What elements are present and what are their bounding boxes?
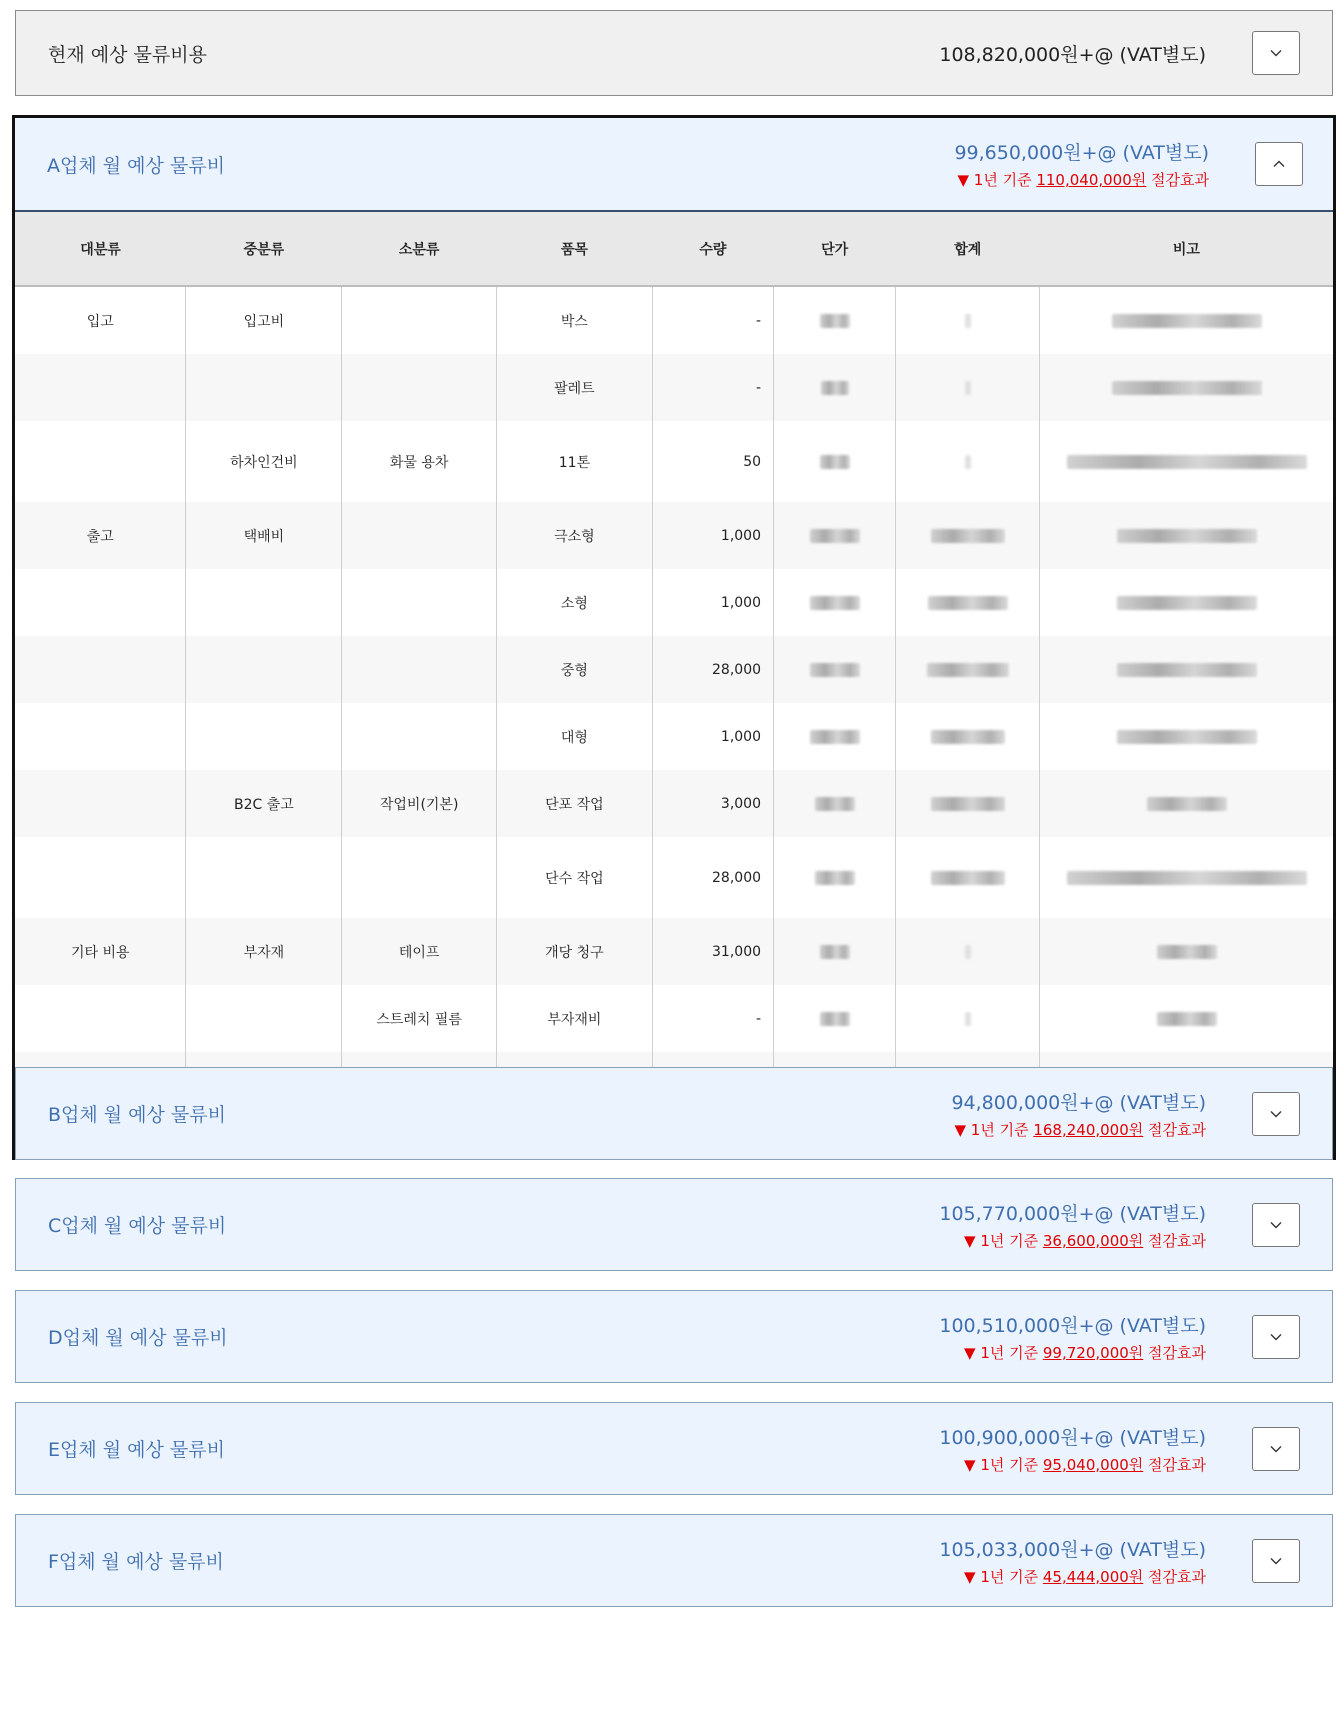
item-cell: 개당 청구 [497,918,653,985]
quantity-cell: 1,000 [652,502,773,569]
current-cost-toggle-button[interactable] [1252,31,1300,75]
vendor-e-toggle-button[interactable] [1252,1427,1300,1471]
vendor-a-title: A업체 월 예상 물류비 [47,154,225,177]
redacted-value [810,730,860,744]
subcategory-cell [186,985,342,1052]
col-header-minor-category: 소분류 [342,212,497,286]
unit-price-cell [774,703,896,770]
col-header-category: 대분류 [15,212,186,286]
table-row [15,636,1333,703]
redacted-value [815,871,855,885]
note-cell [1040,770,1333,837]
vendor-summary [939,1515,1206,1606]
category-cell: 기타 비용 [15,918,186,985]
note-cell [1040,636,1333,703]
redacted-value [1112,381,1262,395]
table-row [15,569,1333,636]
redacted-value [820,455,850,469]
table-header-row [15,212,1333,286]
vendor-price: 94,800,000원+@ (VAT별도) [951,1091,1206,1114]
minor-category-cell: 테이프 [342,918,497,985]
category-cell [15,703,186,770]
redacted-value [931,730,1005,744]
subcategory-cell [186,837,342,918]
table-row [15,286,1333,354]
chevron-down-icon [1269,1330,1283,1344]
vendor-a-price: 99,650,000원+@ (VAT별도) [954,142,1209,164]
col-header-unit-price: 단가 [774,212,896,286]
redacted-value [931,529,1005,543]
item-cell: 단수 작업 [497,837,653,918]
chevron-down-icon [1269,1442,1283,1456]
table-row [15,837,1333,918]
unit-price-cell [774,918,896,985]
saving-prefix: ▼ 1년 기준 [964,1343,1043,1362]
item-cell: 팔레트 [497,354,653,421]
item-cell: 박스 [497,286,653,354]
minor-category-cell: 스트레치 필름 [342,985,497,1052]
vendor-a-panel [12,115,1336,1160]
redacted-value [1067,871,1307,885]
vendor-title: F업체 월 예상 물류비 [48,1551,224,1573]
category-cell [15,354,186,421]
redacted-value [965,1012,971,1026]
saving-prefix: ▼ 1년 기준 [964,1231,1043,1250]
saving-prefix: ▼ 1년 기준 [964,1455,1043,1474]
minor-category-cell [342,703,497,770]
total-cell [896,502,1040,569]
category-cell [15,837,186,918]
saving-prefix: ▼ 1년 기준 [957,171,1037,189]
total-cell [896,770,1040,837]
note-cell [1040,569,1333,636]
vendor-b-toggle-button[interactable] [1252,1092,1300,1136]
saving-amount: 36,600,000원 [1042,1231,1144,1250]
current-cost-panel [15,10,1333,96]
table-row [15,421,1333,502]
redacted-value [815,797,855,811]
redacted-value [1117,529,1257,543]
vendor-title: D업체 월 예상 물류비 [48,1327,228,1349]
saving-amount: 99,720,000원 [1042,1343,1144,1362]
note-cell [1040,421,1333,502]
unit-price-cell [774,636,896,703]
vendor-b-panel[interactable] [15,1067,1333,1160]
unit-price-cell [774,421,896,502]
table-row [15,985,1333,1052]
item-cell: 부자재비 [497,985,653,1052]
vendor-f-toggle-button[interactable] [1252,1539,1300,1583]
category-cell [15,421,186,502]
total-cell [896,703,1040,770]
chevron-down-icon [1269,1218,1283,1232]
col-header-subcategory: 중분류 [186,212,342,286]
item-cell: 대형 [497,703,653,770]
col-header-total: 합계 [896,212,1040,286]
vendor-saving [964,1566,1206,1587]
unit-price-cell [774,502,896,569]
item-cell: 극소형 [497,502,653,569]
unit-price-cell [774,837,896,918]
redacted-value [965,455,971,469]
vendor-summary [939,1291,1206,1382]
table-row [15,354,1333,421]
vendor-d-panel[interactable] [15,1290,1333,1383]
quantity-cell: 28,000 [652,837,773,918]
subcategory-cell: 입고비 [186,286,342,354]
total-cell [896,837,1040,918]
unit-price-cell [774,985,896,1052]
total-cell [896,569,1040,636]
subcategory-cell: 하차인건비 [186,421,342,502]
col-header-item: 품목 [497,212,653,286]
chevron-up-icon [1272,157,1286,171]
saving-amount: 45,444,000원 [1042,1567,1144,1586]
redacted-value [965,381,971,395]
unit-price-cell [774,770,896,837]
saving-prefix: ▼ 1년 기준 [964,1567,1043,1586]
quantity-cell: 50 [652,421,773,502]
subcategory-cell: 부자재 [186,918,342,985]
redacted-value [810,529,860,543]
note-cell [1040,502,1333,569]
total-cell [896,286,1040,354]
chevron-down-icon [1269,46,1283,60]
category-cell [15,569,186,636]
table-row [15,703,1333,770]
saving-suffix: 절감효과 [1143,1120,1206,1139]
quantity-cell: 28,000 [652,636,773,703]
item-cell: 소형 [497,569,653,636]
redacted-value [1112,314,1262,328]
redacted-value [1147,797,1227,811]
note-cell [1040,703,1333,770]
redacted-value [820,314,850,328]
redacted-value [931,871,1005,885]
note-cell [1040,286,1333,354]
redacted-value [820,945,850,959]
note-cell [1040,354,1333,421]
saving-amount: 110,040,000원 [1036,171,1147,189]
vendor-a-summary [954,118,1209,210]
unit-price-cell [774,569,896,636]
current-cost-summary [939,11,1206,95]
total-cell [896,354,1040,421]
quantity-cell: - [652,286,773,354]
saving-suffix: 절감효과 [1143,1231,1206,1250]
total-cell [896,918,1040,985]
col-header-note: 비고 [1040,212,1333,286]
item-cell: 단포 작업 [497,770,653,837]
current-cost-title: 현재 예상 물류비용 [48,43,207,66]
quantity-cell: 1,000 [652,703,773,770]
item-cell: 11톤 [497,421,653,502]
vendor-title: E업체 월 예상 물류비 [48,1439,225,1461]
subcategory-cell [186,569,342,636]
note-cell [1040,918,1333,985]
subcategory-cell: B2C 출고 [186,770,342,837]
vendor-saving [964,1342,1206,1363]
redacted-value [931,797,1005,811]
redacted-value [810,596,860,610]
vendor-a-saving [957,169,1209,190]
saving-amount: 95,040,000원 [1042,1455,1144,1474]
redacted-value [965,945,971,959]
cost-breakdown-table [15,212,1333,1119]
col-header-quantity: 수량 [652,212,773,286]
current-cost-price: 108,820,000원+@ (VAT별도) [939,43,1206,66]
table-row [15,770,1333,837]
redacted-value [928,596,1008,610]
minor-category-cell [342,502,497,569]
subcategory-cell [186,636,342,703]
unit-price-cell [774,354,896,421]
chevron-down-icon [1269,1554,1283,1568]
redacted-value [927,663,1009,677]
quantity-cell: - [652,354,773,421]
quantity-cell: 1,000 [652,569,773,636]
vendor-c-toggle-button[interactable] [1252,1203,1300,1247]
redacted-value [1067,455,1307,469]
item-cell: 중형 [497,636,653,703]
vendor-d-toggle-button[interactable] [1252,1315,1300,1359]
category-cell [15,636,186,703]
vendor-price: 105,033,000원+@ (VAT별도) [939,1538,1206,1561]
subcategory-cell [186,703,342,770]
chevron-down-icon [1269,1107,1283,1121]
redacted-value [1117,596,1257,610]
minor-category-cell [342,286,497,354]
vendor-price: 100,510,000원+@ (VAT별도) [939,1314,1206,1337]
table-row [15,502,1333,569]
saving-suffix: 절감효과 [1143,1455,1206,1474]
redacted-value [820,1012,850,1026]
vendor-saving [954,1119,1206,1140]
redacted-value [1117,730,1257,744]
quantity-cell: 31,000 [652,918,773,985]
category-cell [15,985,186,1052]
redacted-value [1157,1012,1217,1026]
category-cell: 출고 [15,502,186,569]
saving-amount: 168,240,000원 [1033,1120,1144,1139]
vendor-summary [939,1403,1206,1494]
minor-category-cell [342,636,497,703]
vendor-title: B업체 월 예상 물류비 [48,1104,226,1126]
minor-category-cell [342,837,497,918]
minor-category-cell [342,354,497,421]
vendor-f-panel[interactable] [15,1514,1333,1607]
unit-price-cell [774,286,896,354]
vendor-price: 105,770,000원+@ (VAT별도) [939,1202,1206,1225]
vendor-saving [964,1230,1206,1251]
redacted-value [1157,945,1217,959]
redacted-value [821,381,849,395]
quantity-cell: - [652,985,773,1052]
redacted-value [810,663,860,677]
category-cell: 입고 [86,313,114,330]
redacted-value [1117,663,1257,677]
table-row [15,918,1333,985]
minor-category-cell: 화물 용차 [342,421,497,502]
saving-suffix: 절감효과 [1143,1343,1206,1362]
minor-category-cell: 작업비(기본) [342,770,497,837]
note-cell [1040,985,1333,1052]
note-cell [1040,837,1333,918]
saving-suffix: 절감효과 [1146,171,1209,189]
subcategory-cell: 택배비 [186,502,342,569]
vendor-title: C업체 월 예상 물류비 [48,1215,227,1237]
vendor-summary [939,1179,1206,1270]
total-cell [896,421,1040,502]
vendor-a-toggle-button[interactable] [1255,142,1303,186]
saving-prefix: ▼ 1년 기준 [954,1120,1034,1139]
total-cell [896,636,1040,703]
saving-suffix: 절감효과 [1143,1567,1206,1586]
vendor-e-panel[interactable] [15,1402,1333,1495]
vendor-saving [964,1454,1206,1475]
vendor-a-header[interactable] [15,118,1333,212]
category-cell [15,770,186,837]
subcategory-cell [186,354,342,421]
total-cell [896,985,1040,1052]
vendor-summary [951,1068,1206,1159]
vendor-c-panel[interactable] [15,1178,1333,1271]
vendor-price: 100,900,000원+@ (VAT별도) [939,1426,1206,1449]
redacted-value [965,314,971,328]
quantity-cell: 3,000 [652,770,773,837]
minor-category-cell [342,569,497,636]
